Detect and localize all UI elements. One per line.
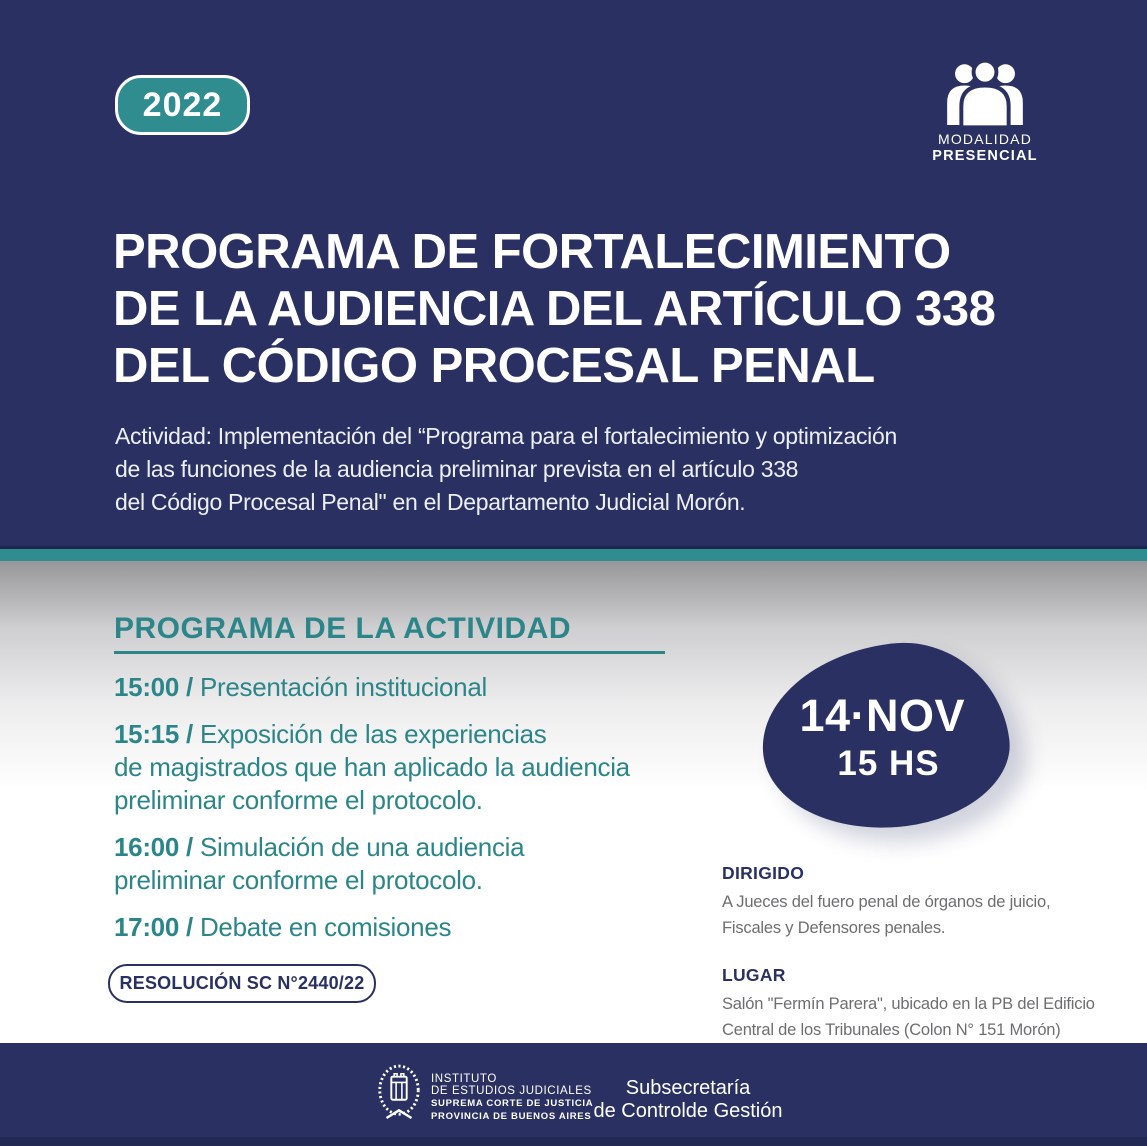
schedule-label-continued: preliminar conforme el protocolo.: [114, 865, 483, 895]
dirigido-line-1: A Jueces del fuero penal de órganos de juicio,: [722, 893, 1051, 911]
dirigido-heading: DIRIGIDO: [722, 863, 805, 883]
lugar-line-1: Salón "Fermín Parera", ubicado en la PB del Edificio: [722, 995, 1095, 1013]
event-info: [722, 863, 1142, 1043]
schedule-item: [114, 718, 714, 817]
schedule-label: Presentación institucional: [199, 672, 487, 702]
schedule-time: 17:00: [114, 912, 179, 942]
activity-line-1: Actividad: Implementación del “Programa para el fortalecimiento y optimización: [115, 423, 897, 449]
schedule-separator: /: [186, 832, 193, 862]
title-line-2: DE LA AUDIENCIA DEL ARTÍCULO 338: [113, 282, 996, 336]
title-line-3: DEL CÓDIGO PROCESAL PENAL: [113, 339, 875, 393]
subsecretaria-block: [565, 1078, 811, 1122]
institution-line-1: INSTITUTO: [431, 1073, 497, 1085]
year-badge: [115, 75, 250, 135]
schedule-item: [114, 831, 714, 897]
year-badge-label: 2022: [142, 85, 223, 124]
modality-block: [918, 60, 1052, 164]
modality-line1: MODALIDAD: [937, 131, 1033, 147]
schedule-separator: /: [186, 719, 193, 749]
institution-line-2: DE ESTUDIOS JUDICIALES: [431, 1084, 592, 1097]
institution-line-4: PROVINCIA DE BUENOS AIRES: [431, 1111, 592, 1122]
schedule-list: [114, 671, 714, 958]
footer-bottom-strip: [0, 1137, 1147, 1146]
activity-description: [115, 420, 897, 519]
schedule-label-continued: de magistrados que han aplicado la audiencia: [114, 752, 630, 782]
modality-line2: PRESENCIAL: [932, 148, 1038, 164]
event-time: 15 HS: [837, 743, 940, 783]
program-section-title: PROGRAMA DE LA ACTIVIDAD: [114, 612, 571, 645]
activity-line-2: de las funciones de la audiencia preliminar prevista en el artículo 338: [115, 456, 799, 482]
activity-line-3: del Código Procesal Penal" en el Departamento Judicial Morón.: [115, 489, 746, 515]
page-title: [113, 224, 995, 395]
institution-line-3: SUPREMA CORTE DE JUSTICIA: [431, 1098, 594, 1109]
dirigido-body: [722, 889, 1142, 941]
title-line-1: PROGRAMA DE FORTALECIMIENTO: [113, 225, 951, 279]
event-date: 14·NOV: [799, 689, 966, 741]
schedule-item: [114, 911, 714, 944]
lugar-line-2: Central de los Tribunales (Colon N° 151 Morón): [722, 1021, 1061, 1039]
subsecretaria-line-1: Subsecretaría: [625, 1077, 751, 1099]
schedule-time: 16:00: [114, 832, 179, 862]
schedule-label: Debate en comisiones: [199, 912, 452, 942]
resolution-badge-label: RESOLUCIÓN SC N°2440/22: [119, 973, 365, 993]
people-group-icon: [918, 60, 1052, 130]
judicial-crest-icon: [374, 1060, 424, 1131]
lugar-heading: LUGAR: [722, 965, 786, 985]
schedule-label: Exposición de las experiencias: [199, 719, 547, 749]
resolution-badge: [108, 964, 376, 1003]
schedule-label-continued: preliminar conforme el protocolo.: [114, 785, 483, 815]
lugar-body: [722, 991, 1142, 1043]
dirigido-line-2: Fiscales y Defensores penales.: [722, 919, 946, 937]
teal-divider: [0, 549, 1147, 561]
schedule-item: [114, 671, 714, 704]
schedule-separator: /: [186, 912, 193, 942]
schedule-separator: /: [186, 672, 193, 702]
schedule-time: 15:00: [114, 672, 179, 702]
program-title-underline: [114, 651, 665, 654]
subsecretaria-line-2: de Controlde Gestión: [593, 1100, 783, 1122]
schedule-time: 15:15: [114, 719, 179, 749]
schedule-label: Simulación de una audiencia: [199, 832, 525, 862]
